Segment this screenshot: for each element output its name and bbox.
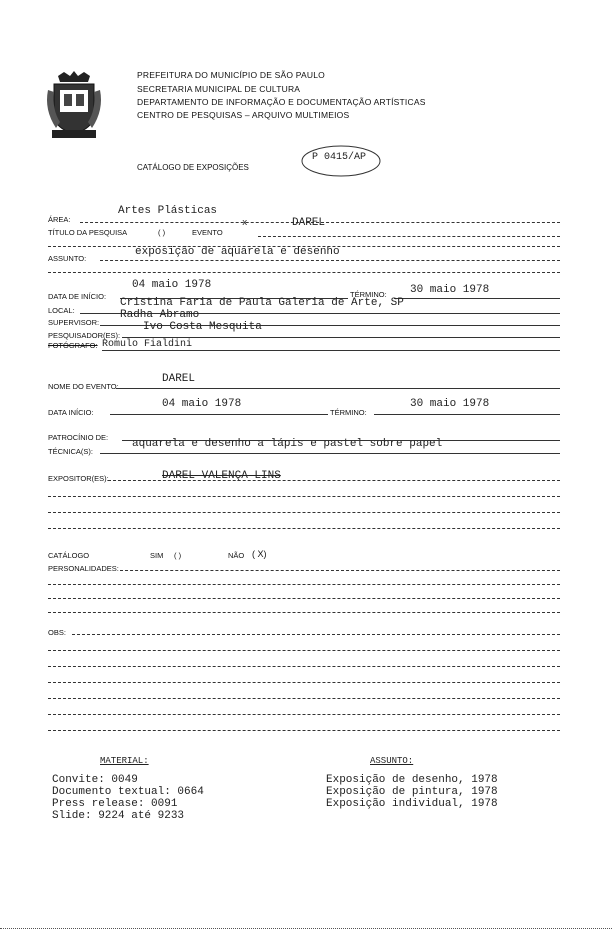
nao-checkbox: ( X)	[252, 549, 267, 559]
fotografo-line	[102, 350, 560, 351]
assunto-line	[100, 260, 560, 261]
titulo-line	[258, 236, 560, 237]
fotografo-label: FOTÓGRAFO:	[48, 341, 98, 350]
sim-label: SIM	[150, 551, 164, 560]
catalog-title: CATÁLOGO DE EXPOSIÇÕES	[137, 163, 249, 172]
personalidades-line-2	[48, 584, 560, 585]
titulo-label: TÍTULO DA PESQUISA	[48, 228, 128, 237]
patrocinio-label: PATROCÍNIO DE:	[48, 433, 109, 442]
bottom-edge-line	[0, 928, 612, 929]
local-label: LOCAL:	[48, 306, 75, 315]
material-heading: MATERIAL:	[100, 756, 149, 766]
tecnicas-line	[100, 453, 560, 454]
material-item: Press release: 0091	[52, 798, 178, 810]
tecnicas-value: aquarela e desenho a lápis e pastel sobre papel	[132, 438, 443, 450]
supervisor-label: SUPERVISOR:	[48, 318, 100, 327]
personalidades-line	[120, 570, 560, 571]
titulo-checkbox: ( )	[158, 228, 166, 237]
header-departamento: DEPARTAMENTO DE INFORMAÇÃO E DOCUMENTAÇÃO ARTÍSTICAS	[137, 97, 426, 107]
termino-line	[394, 298, 560, 299]
evento-value: DAREL	[292, 217, 326, 229]
obs-line-7	[48, 730, 560, 731]
pesquisador-label: PESQUISADOR(ES):	[48, 331, 121, 340]
personalidades-line-3	[48, 598, 560, 599]
obs-line-4	[48, 682, 560, 683]
patrocinio-line	[122, 440, 560, 441]
assunto-item: Exposição de desenho, 1978	[326, 774, 498, 786]
reference-number: P 0415/AP	[312, 152, 367, 163]
evento-mark: x	[242, 218, 248, 228]
assunto-line-2	[48, 272, 560, 273]
assunto-heading: ASSUNTO:	[370, 756, 414, 766]
expositor-value: DAREL VALENÇA LINS	[162, 470, 281, 482]
expositor-line-4	[48, 528, 560, 529]
pesquisador-line	[122, 337, 560, 338]
data-inicio2-label: DATA INÍCIO:	[48, 408, 94, 417]
obs-line-2	[48, 650, 560, 651]
supervisor-value: Radha Abramo	[120, 309, 200, 321]
obs-line	[72, 634, 560, 635]
termino2-line	[374, 414, 560, 415]
material-item: Convite: 0049	[52, 774, 138, 786]
assunto-label: ASSUNTO:	[48, 254, 87, 263]
municipal-coat-of-arms-icon	[44, 70, 104, 142]
data-inicio2-value: 04 maio 1978	[162, 398, 242, 410]
tecnicas-label: TÉCNICA(S):	[48, 447, 93, 456]
assunto-item: Exposição de pintura, 1978	[326, 786, 498, 798]
personalidades-line-4	[48, 612, 560, 613]
obs-line-6	[48, 714, 560, 715]
sim-checkbox: ( )	[174, 551, 182, 560]
fotografo-value: Romulo Fialdini	[102, 339, 193, 350]
nome-evento-value: DAREL	[162, 373, 196, 385]
expositor-label: EXPOSITOR(ES):	[48, 474, 109, 483]
obs-label: OBS:	[48, 628, 66, 637]
data-inicio-label: DATA DE INÍCIO:	[48, 292, 107, 301]
header-secretaria: SECRETARIA MUNICIPAL DE CULTURA	[137, 84, 301, 94]
evento-label: EVENTO	[192, 228, 223, 237]
assunto-value: exposição de aquarela e desenho	[135, 246, 340, 258]
header-prefeitura: PREFEITURA DO MUNICÍPIO DE SÃO PAULO	[137, 70, 325, 80]
termino-value: 30 maio 1978	[410, 284, 490, 296]
header-centro: CENTRO DE PESQUISAS – ARQUIVO MULTIMEIOS	[137, 110, 350, 120]
data-inicio-value: 04 maio 1978	[132, 279, 212, 291]
data-inicio2-line	[110, 414, 328, 415]
termino2-value: 30 maio 1978	[410, 398, 490, 410]
material-item: Documento textual: 0664	[52, 786, 204, 798]
area-value: Artes Plásticas	[118, 205, 218, 217]
nome-evento-line	[116, 388, 560, 389]
termino-label: TÉRMINO:	[350, 290, 387, 299]
expositor-line-3	[48, 512, 560, 513]
local-value: Cristina Faria de Paula Galeria de Arte, SP	[120, 297, 404, 309]
personalidades-label: PERSONALIDADES:	[48, 564, 119, 573]
material-item: Slide: 9224 até 9233	[52, 810, 185, 822]
termino2-label: TÉRMINO:	[330, 408, 367, 417]
assunto-item: Exposição individual, 1978	[326, 798, 498, 810]
area-label: ÁREA:	[48, 215, 71, 224]
nome-evento-label: NOME DO EVENTO:	[48, 382, 119, 391]
nao-label: NÃO	[228, 551, 245, 560]
pesquisador-value: Ivo Costa Mesquita	[143, 321, 262, 333]
expositor-line-2	[48, 496, 560, 497]
obs-line-5	[48, 698, 560, 699]
catalogo-label: CATÁLOGO	[48, 551, 90, 560]
expositor-line	[108, 480, 560, 481]
obs-line-3	[48, 666, 560, 667]
